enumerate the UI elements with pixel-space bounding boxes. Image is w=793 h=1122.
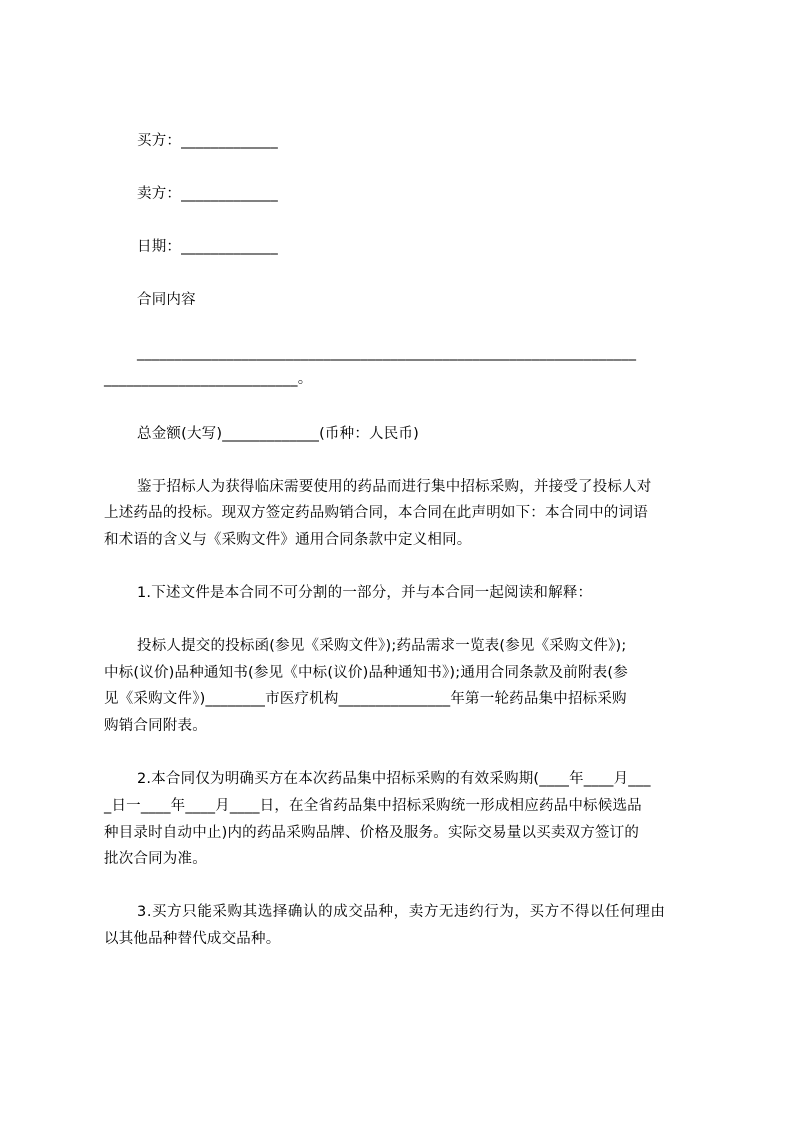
total-amount-field: 总金额(大写)_____________(币种：人民币): [137, 426, 419, 442]
clause-1-docs-line-2: 中标(议价)品种通知书(参见《中标(议价)品种通知书》);通用合同条款及前附表(参: [104, 665, 628, 681]
preamble-line-3: 和术语的含义与《采购文件》通用合同条款中定义相同。: [104, 532, 472, 548]
content-blank-line-2: __________________________。: [104, 371, 313, 387]
clause-2-line-4: 批次合同为准。: [104, 851, 207, 867]
date-field: 日期：_____________: [137, 239, 278, 255]
clause-1-docs-line-1: 投标人提交的投标函(参见《采购文件》);药品需求一览表(参见《采购文件》);: [137, 638, 627, 654]
clause-2-line-3: 种目录时自动中止)内的药品采购品牌、价格及服务。实际交易量以买卖双方签订的: [104, 825, 640, 841]
clause-1-docs-line-4: 购销合同附表。: [104, 718, 207, 734]
clause-1-title: 1.下述文件是本合同不可分割的一部分，并与本合同一起阅读和解释：: [137, 585, 593, 601]
preamble-line-1: 鉴于招标人为获得临床需要使用的药品而进行集中招标采购，并接受了投标人对: [137, 479, 652, 495]
clause-1-docs-line-3: 见《采购文件》)________市医疗机构_______________年第一轮药品集中招标采购: [104, 691, 627, 707]
seller-field: 卖方：_____________: [137, 186, 278, 202]
buyer-field: 买方：_____________: [137, 133, 278, 149]
contract-content-heading: 合同内容: [137, 292, 196, 308]
clause-2-line-2: _日一____年____月____日，在全省药品集中招标采购统一形成相应药品中标候选品: [104, 798, 642, 814]
clause-3-line-1: 3.买方只能采购其选择确认的成交品种，卖方无违约行为，买方不得以任何理由: [137, 904, 666, 920]
preamble-line-2: 上述药品的投标。现双方签定药品购销合同，本合同在此声明如下：本合同中的词语: [104, 505, 648, 521]
clause-3-line-2: 以其他品种替代成交品种。: [104, 931, 281, 947]
content-blank-line-1: ___________________________________________________________________: [137, 345, 637, 361]
clause-2-line-1: 2.本合同仅为明确买方在本次药品集中招标采购的有效采购期(____年____月___: [137, 771, 651, 787]
